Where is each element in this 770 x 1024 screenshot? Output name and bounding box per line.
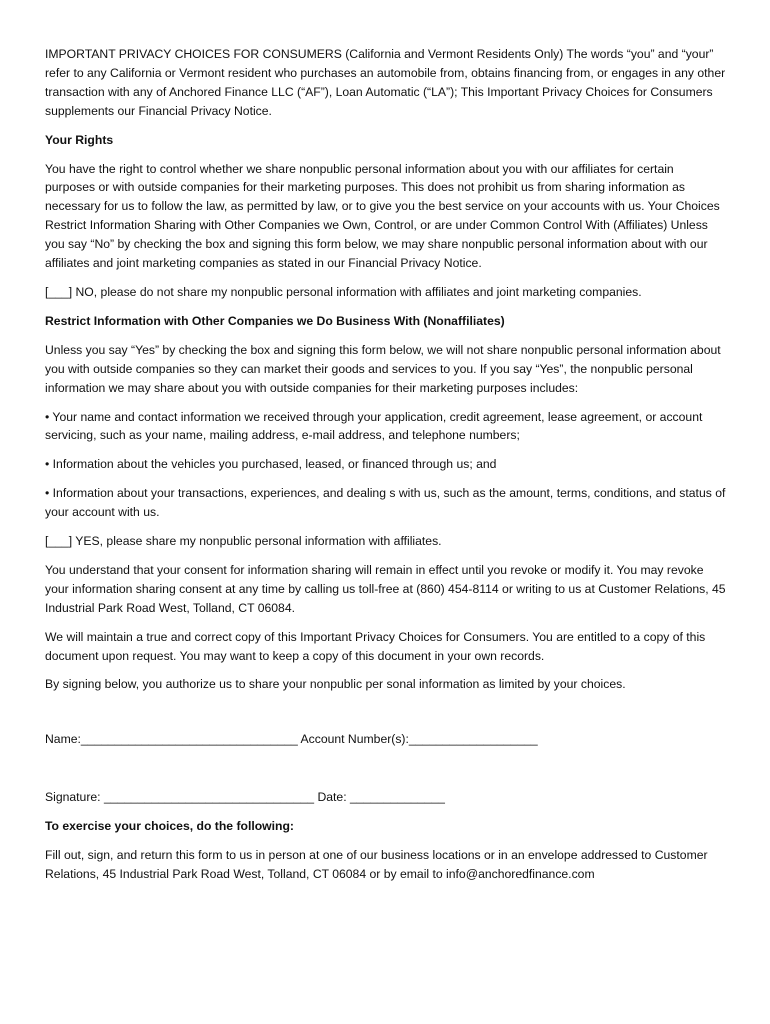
consent-paragraph: You understand that your consent for information sharing will remain in effect until you revoke or modify it. You may revoke your information sharing consent at any time by calling us toll-free at (860) 454-8114 or writing to us at Customer Relations, 45 Industrial Park Road West, Tolland, CT 06084.	[45, 562, 726, 615]
intro-paragraph: IMPORTANT PRIVACY CHOICES FOR CONSUMERS (California and Vermont Residents Only) The words “you” and “your” refer to any California or Vermont resident who purchases an automobile from, obtains financing from, or engages in any other transaction with any of Anchored Finance LLC (“AF”), Loan Automatic (“LA”); This Important Privacy Choices for Consumers supplements our Financial Privacy Notice.	[45, 47, 726, 118]
exercise-paragraph: Fill out, sign, and return this form to us in person at one of our business locations or in an envelope addressed to Customer Relations, 45 Industrial Park Road West, Tolland, CT 06084 or by email to info@anchoredfinance.com	[45, 848, 708, 881]
yes-option-checkbox-line: [___] YES, please share my nonpublic personal information with affiliates.	[45, 534, 442, 549]
exercise-heading: To exercise your choices, do the following:	[45, 819, 294, 834]
bullet-transactions: • Information about your transactions, experiences, and dealing s with us, such as the amount, terms, conditions, and status of your account with us.	[45, 486, 726, 520]
copy-paragraph: We will maintain a true and correct copy of this Important Privacy Choices for Consumers. You are entitled to a copy of this document upon request. You may want to keep a copy of this document in your own records.	[45, 629, 706, 663]
bullet-contact-info: • Your name and contact information we received through your application, credit agreement, lease agreement, or account servicing, such as your name, mailing address, e-mail address, and telephone numbers;	[45, 409, 703, 443]
rights-heading: Your Rights	[45, 132, 114, 147]
spacer	[45, 704, 726, 730]
restrict-heading: Restrict Information with Other Companies we Do Business With (Nonaffiliates)	[45, 313, 505, 328]
bullet-vehicles: • Information about the vehicles you purchased, leased, or financed through us; and	[45, 457, 497, 472]
no-option-checkbox-line: [___] NO, please do not share my nonpublic personal information with affiliates and joint marketing companies.	[45, 284, 642, 299]
rights-paragraph: You have the right to control whether we share nonpublic personal information about you with our affiliates for certain purposes or with outside companies for their marketing purposes. This does not prohibit us from sharing information as necessary for us to follow the law, as permitted by law, or to give you the best service on your accounts with us. Your Choices Restrict Information Sharing with Other Companies we Own, Control, or are under Common Control With (Affiliates) Unless you say “No” by checking the box and signing this form below, we may share nonpublic personal information about with our affiliates and joint marketing companies as stated in our Financial Privacy Notice.	[45, 161, 720, 271]
signature-date-field-line: Signature: _______________________________ Date: ______________	[45, 790, 445, 805]
restrict-paragraph: Unless you say “Yes” by checking the box and signing this form below, we will not share nonpublic personal information about you with outside companies so they can market their goods and services to you. If you say “Yes”, the nonpublic personal information we may share about you with outside companies for their marketing purposes includes:	[45, 342, 721, 395]
authorize-paragraph: By signing below, you authorize us to share your nonpublic per sonal information as limited by your choices.	[45, 677, 626, 692]
name-account-field-line: Name:________________________________ Account Number(s):___________________	[45, 732, 538, 747]
spacer	[45, 759, 726, 788]
